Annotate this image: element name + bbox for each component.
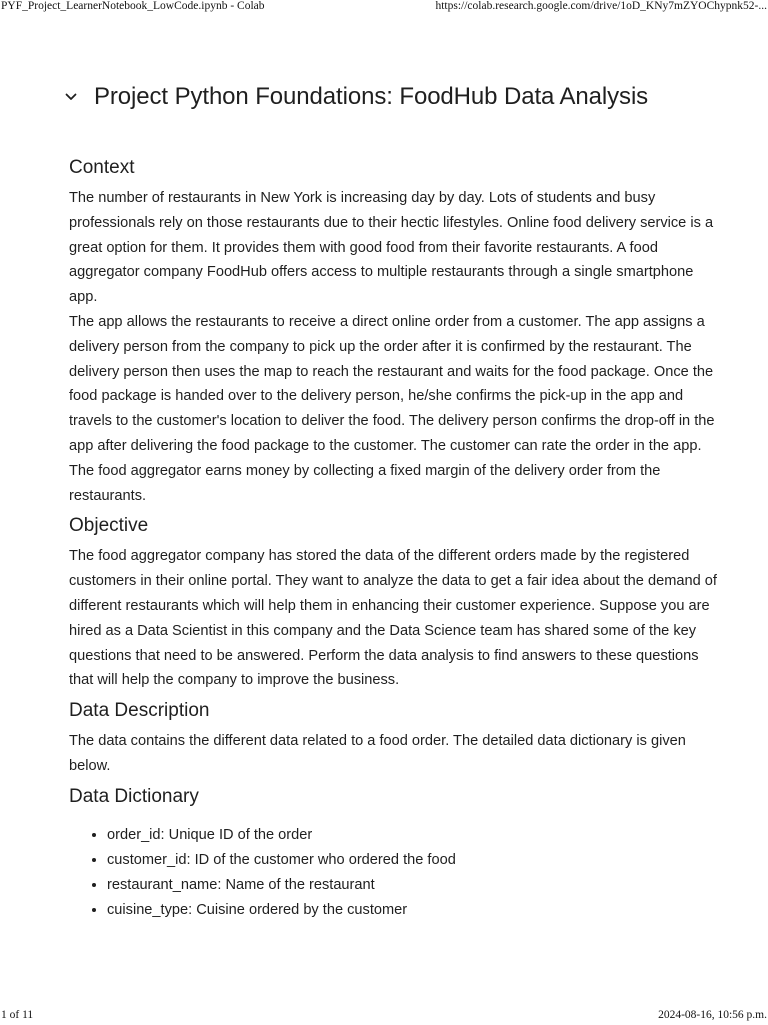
data-dictionary-list	[69, 823, 719, 923]
objective-paragraph: The food aggregator company has stored the data of the different orders made by the registered customers in their online portal. They want to analyze the data to get a fair idea about the demand of different restaurants which will help them in enhancing their customer experience. Suppose you are hired as a Data Scientist in this company and the Data Science team has shared some of the key questions that need to be answered. Perform the data analysis to find answers to these questions that will help the company to improve the business.	[69, 548, 717, 689]
data-description-heading: Data Description	[69, 700, 210, 722]
print-footer	[0, 1009, 768, 1025]
context-heading: Context	[69, 157, 135, 178]
context-paragraph-2: The app allows the restaurants to receive a direct online order from a customer. The app assigns a delivery person from the company to pick up the order after it is confirmed by the restaurant. The delivery person then uses the map to reach the restaurant and waits for the food package. Once the food package is handed over to the delivery person, he/she confirms the pick-up in the app and travels to the customer's location to deliver the food. The delivery person confirms the drop-off in the app after delivering the food package to the customer. The customer can rate the order in the app. The food aggregator earns money by collecting a fixed margin of the delivery order from the restaurants.	[69, 313, 715, 504]
section-header	[62, 80, 648, 114]
print-header-page-title: PYF_Project_LearnerNotebook_LowCode.ipynb - Colab	[1, 0, 265, 12]
list-item: • cuisine_type: Cuisine ordered by the customer	[107, 898, 719, 923]
list-item: • order_id: Unique ID of the order	[107, 823, 719, 848]
page-counter: 1 of 11	[1, 1009, 34, 1021]
data-dictionary-heading: Data Dictionary	[69, 785, 199, 807]
list-item: • customer_id: ID of the customer who ordered the food	[107, 848, 719, 873]
chevron-down-icon[interactable]	[62, 88, 80, 106]
data-description-paragraph: The data contains the different data related to a food order. The detailed data dictionary is given below.	[69, 733, 686, 774]
markdown-cell	[69, 150, 719, 923]
print-timestamp: 2024-08-16, 10:56 p.m.	[658, 1009, 767, 1021]
objective-heading: Objective	[69, 515, 149, 537]
list-item: • restaurant_name: Name of the restaurant	[107, 873, 719, 898]
print-header-url: https://colab.research.google.com/drive/1oD_KNy7mZYOChypnk52-...	[435, 0, 767, 12]
section-title: Project Python Foundations: FoodHub Data Analysis	[94, 83, 649, 110]
context-paragraph-1: The number of restaurants in New York is increasing day by day. Lots of students and busy professionals rely on those restaurants due to their hectic lifestyles. Online food delivery service is a great option for them. It provides them with good food from their favorite restaurants. A food aggregator company FoodHub offers access to multiple restaurants through a single smartphone app.	[69, 190, 714, 306]
